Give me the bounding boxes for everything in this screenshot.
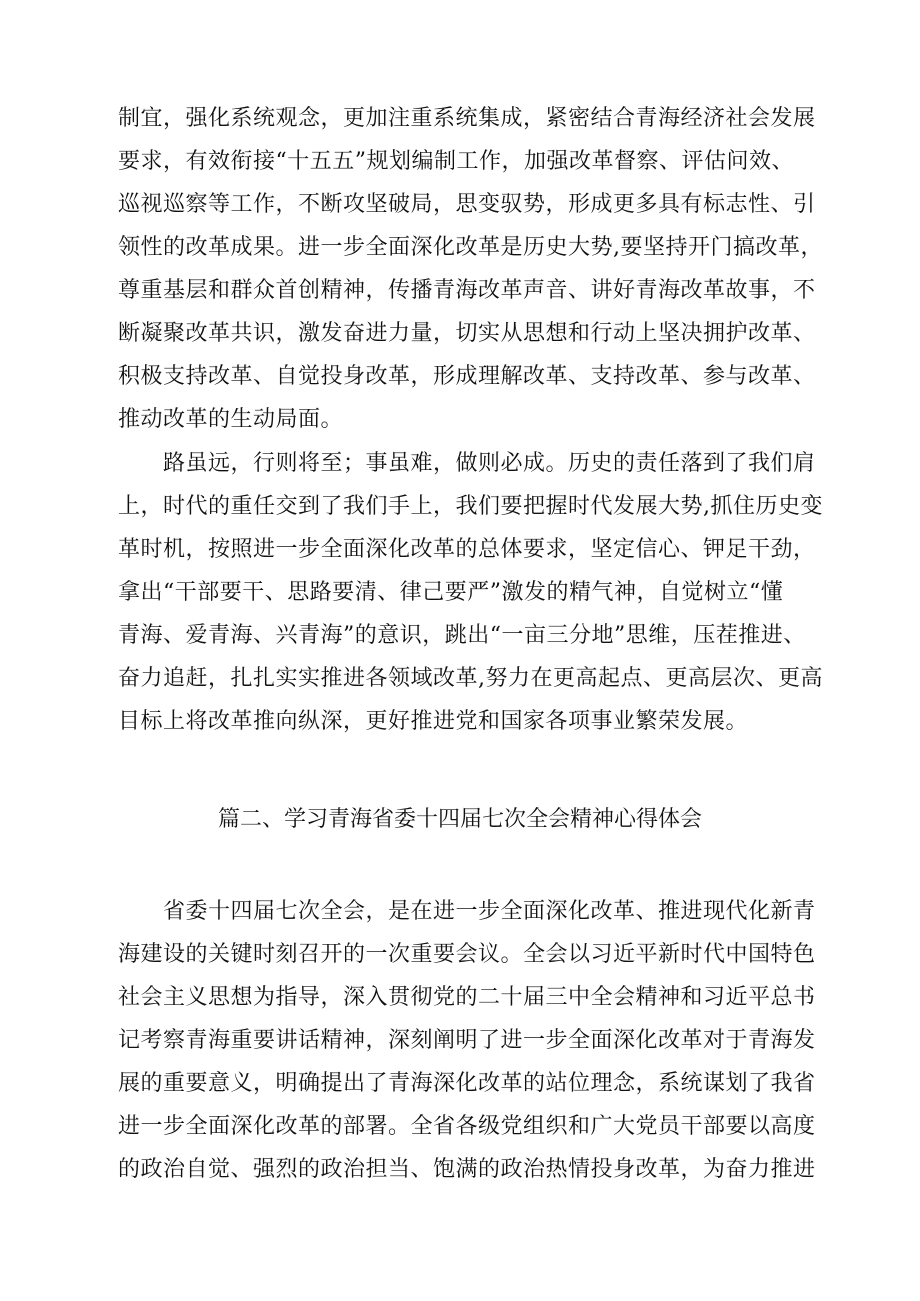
text-line: 革时机，按照进一步全面深化改革的总体要求，坚定信心、钾足干劲， xyxy=(118,537,816,562)
text-line: 青海、爱青海、兴青海”的意识，跳出“一亩三分地”思维，压茬推进、 xyxy=(118,623,806,648)
section-heading: 篇二、学习青海省委十四届七次全会精神心得体会 xyxy=(217,807,702,832)
text-line: 进一步全面深化改革的部署。全省各级党组织和广大党员干部要以高度 xyxy=(118,1114,816,1139)
text-line: 推动改革的生动局面。 xyxy=(118,407,344,432)
text-line: 的政治自觉、强烈的政治担当、饱满的政治热情投身改革，为奋力推进 xyxy=(118,1157,816,1182)
text-line: 制宜，强化系统观念，更加注重系统集成，紧密结合青海经济社会发展 xyxy=(118,106,816,131)
text-line: 巡视巡察等工作，不断攻坚破局，思变驭势，形成更多具有标志性、引 xyxy=(118,192,816,217)
text-line: 积极支持改革、自觉投身改革，形成理解改革、支持改革、参与改革、 xyxy=(118,364,816,389)
text-line: 路虽远，行则将至；事虽难，做则必成。历史的责任落到了我们肩 xyxy=(118,451,816,476)
text-line: 目标上将改革推向纵深，更好推进党和国家各项事业繁荣发展。 xyxy=(118,709,749,734)
text-line: 断凝聚改革共识，激发奋进力量，切实从思想和行动上坚决拥护改革、 xyxy=(118,321,816,346)
text-line: 省委十四届七次全会，是在进一步全面深化改革、推进现代化新青 xyxy=(118,899,816,924)
text-line: 要求，有效衔接“十五五”规划编制工作，加强改革督察、评估问效、 xyxy=(118,149,794,174)
text-line: 展的重要意义，明确提出了青海深化改革的站位理念，系统谋划了我省 xyxy=(118,1071,816,1096)
text-line: 领性的改革成果。进一步全面深化改革是历史大势,要坚持开门搞改革， xyxy=(118,235,823,260)
text-line: 社会主义思想为指导，深入贯彻党的二十届三中全会精神和习近平总书 xyxy=(118,985,816,1010)
text-line: 海建设的关键时刻召开的一次重要会议。全会以习近平新时代中国特色 xyxy=(118,942,816,967)
text-line: 尊重基层和群众首创精神，传播青海改革声音、讲好青海改革故事，不 xyxy=(118,278,816,303)
text-line: 上，时代的重任交到了我们手上，我们要把握时代发展大势,抓住历史变 xyxy=(118,494,823,519)
text-line: 奋力追赶，扎扎实实推进各领域改革,努力在更高起点、更高层次、更高 xyxy=(118,666,823,691)
text-line: 记考察青海重要讲话精神，深刻阐明了进一步全面深化改革对于青海发 xyxy=(118,1028,816,1053)
text-line: 拿出“干部要干、思路要清、律己要严”激发的精气神，自觉树立“懂 xyxy=(118,580,784,605)
